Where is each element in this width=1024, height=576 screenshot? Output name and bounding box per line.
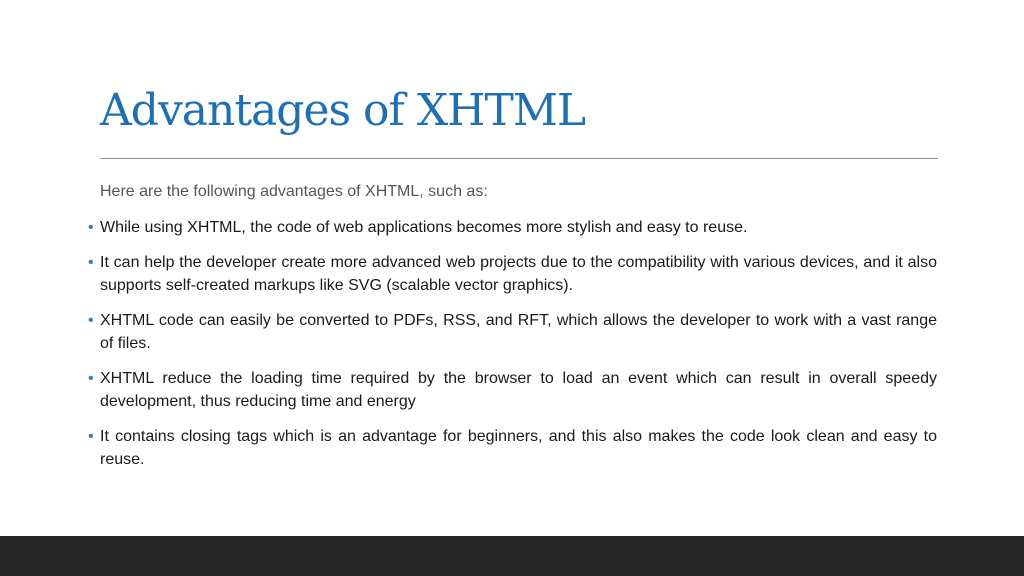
bullet-dot-icon: • [88,428,94,445]
bullet-dot-icon: • [88,219,94,236]
bullet-item [88,367,937,413]
bullet-text: While using XHTML, the code of web applications becomes more stylish and easy to reuse. [100,219,748,236]
bullet-item [88,251,937,297]
bullet-text: XHTML code can easily be converted to PDFs, RSS, and RFT, which allows the developer to work with a vast range of files. [100,312,937,352]
bullet-text: It can help the developer create more advanced web projects due to the compatibility with various devices, and it also supports self-created markups like SVG (scalable vector graphics). [100,254,937,294]
slide-title: Advantages of XHTML [100,85,586,136]
bullet-list [88,216,937,483]
title-divider [100,158,938,159]
footer-bar [0,536,1024,576]
bullet-item [88,425,937,471]
bullet-dot-icon: • [88,370,94,387]
bullet-text: It contains closing tags which is an advantage for beginners, and this also makes the code look clean and easy to reuse. [100,428,937,468]
bullet-text: XHTML reduce the loading time required by the browser to load an event which can result in overall speedy development, thus reducing time and energy [100,370,937,410]
bullet-item [88,309,937,355]
bullet-dot-icon: • [88,254,94,271]
bullet-item [88,216,937,239]
bullet-dot-icon: • [88,312,94,329]
intro-text: Here are the following advantages of XHTML, such as: [100,183,488,200]
